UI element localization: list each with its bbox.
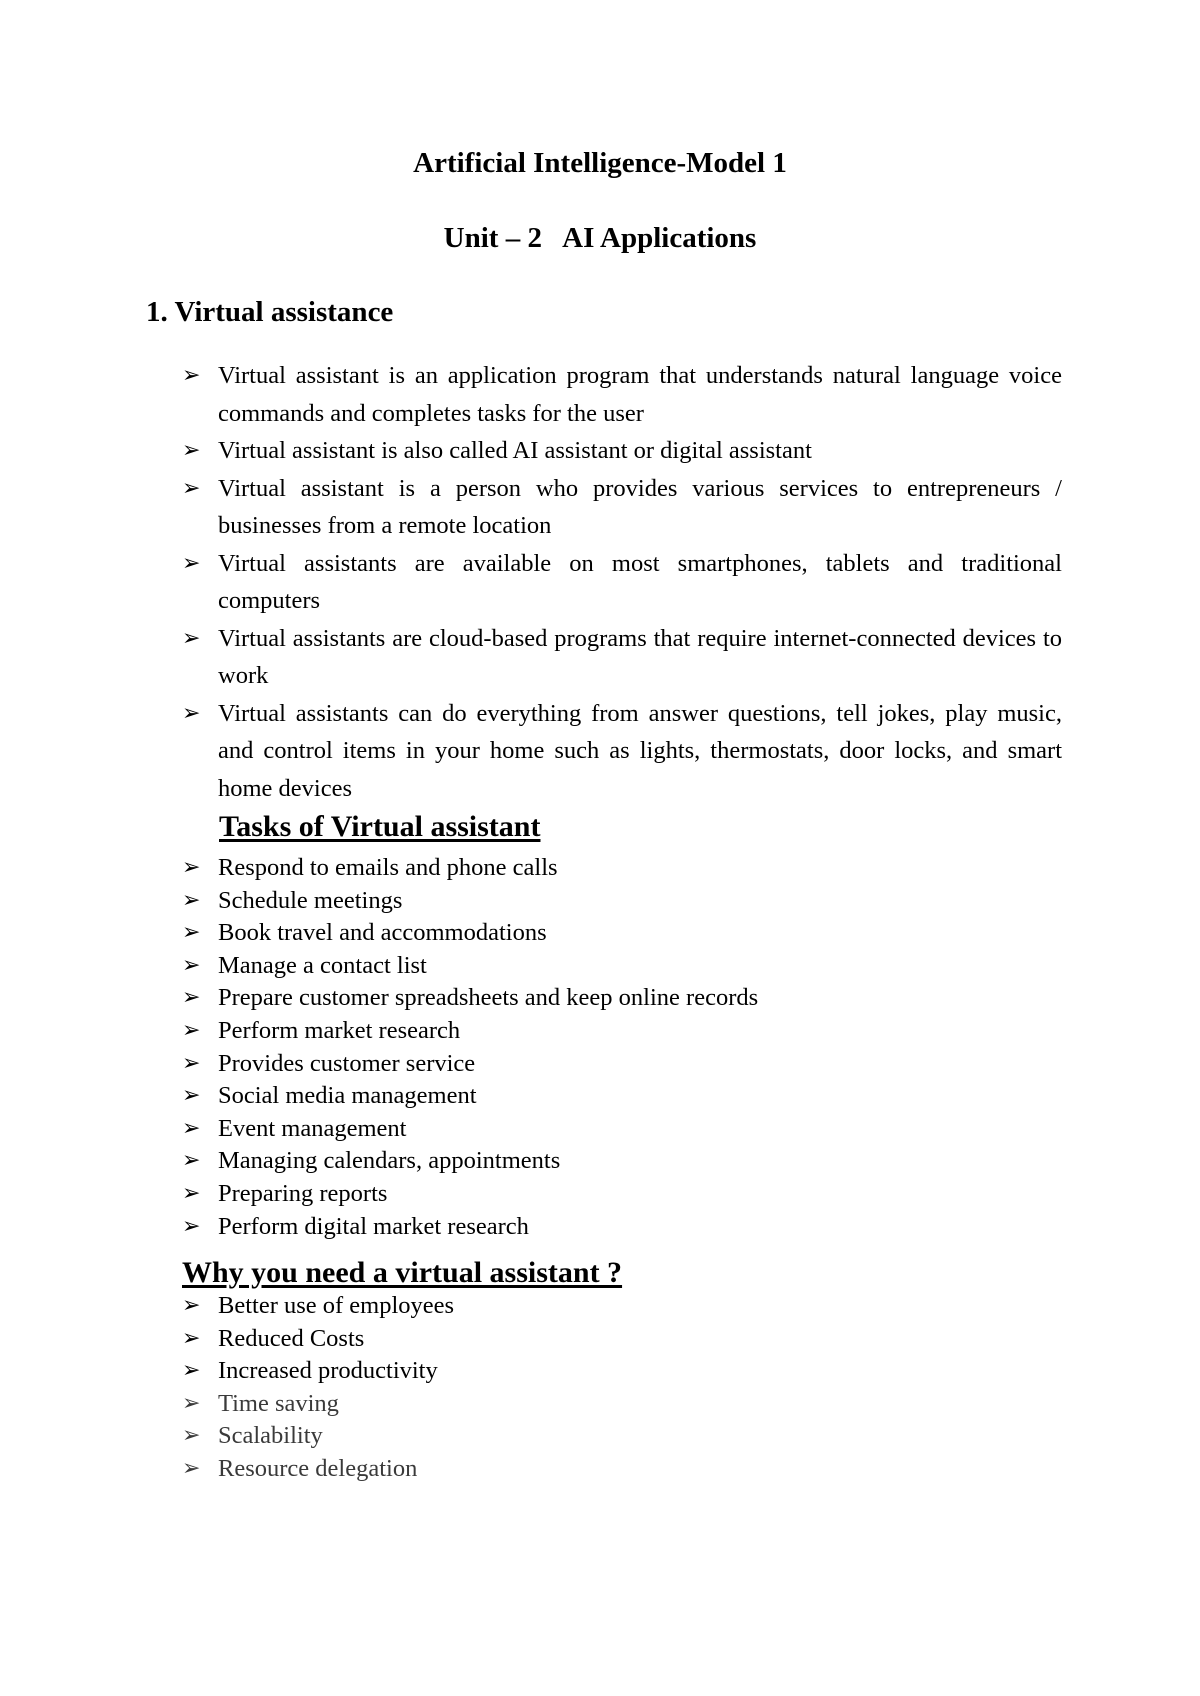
list-item: ➢ Event management <box>182 1113 1062 1146</box>
arrow-bullet-icon: ➢ <box>182 1325 201 1351</box>
list-item: ➢ Virtual assistants are available on most smartphones, tablets and traditional computers <box>182 545 1062 620</box>
list-item: ➢ Resource delegation <box>182 1453 1062 1486</box>
arrow-bullet-icon: ➢ <box>182 1180 201 1206</box>
document-title: Artificial Intelligence-Model 1 <box>413 147 787 179</box>
unit-title: AI Applications <box>562 222 757 254</box>
list-item: ➢ Respond to emails and phone calls <box>182 852 1062 885</box>
list-item: ➢ Virtual assistant is also called AI assistant or digital assistant <box>182 432 1062 470</box>
list-item: ➢ Virtual assistant is an application program that understands natural language voice commands and completes tasks for the user <box>182 357 1062 432</box>
list-item: ➢ Manage a contact list <box>182 950 1062 983</box>
list-item: ➢ Provides customer service <box>182 1048 1062 1081</box>
arrow-bullet-icon: ➢ <box>182 363 201 388</box>
arrow-bullet-icon: ➢ <box>182 920 201 946</box>
arrow-bullet-icon: ➢ <box>182 952 201 978</box>
arrow-bullet-icon: ➢ <box>182 1050 201 1076</box>
list-item: ➢ Virtual assistants are cloud-based programs that require internet-connected devices to work <box>182 620 1062 695</box>
list-item: ➢ Book travel and accommodations <box>182 917 1062 950</box>
arrow-bullet-icon: ➢ <box>182 887 201 913</box>
list-item: ➢ Virtual assistant is a person who provides various services to entrepreneurs / businesses from a remote location <box>182 470 1062 545</box>
list-item: ➢ Virtual assistants can do everything from answer questions, tell jokes, play music, and control items in your home such as lights, thermostats, door locks, and smart home devices <box>182 695 1062 808</box>
arrow-bullet-icon: ➢ <box>182 985 201 1011</box>
list-item: ➢ Schedule meetings <box>182 885 1062 918</box>
unit-label: Unit – 2 <box>443 222 542 254</box>
arrow-bullet-icon: ➢ <box>182 1115 201 1141</box>
list-item: ➢ Social media management <box>182 1080 1062 1113</box>
arrow-bullet-icon: ➢ <box>182 550 201 576</box>
list-item: ➢ Preparing reports <box>182 1178 1062 1211</box>
list-item: ➢ Time saving <box>182 1388 1062 1421</box>
arrow-bullet-icon: ➢ <box>182 700 201 726</box>
arrow-bullet-icon: ➢ <box>182 1455 201 1481</box>
arrow-bullet-icon: ➢ <box>182 855 201 880</box>
why-heading: Why you need a virtual assistant ? <box>182 1256 623 1289</box>
list-item: ➢ Reduced Costs <box>182 1323 1062 1356</box>
list-item: ➢ Perform market research <box>182 1015 1062 1048</box>
tasks-list <box>182 852 1062 1243</box>
list-item: ➢ Prepare customer spreadsheets and keep online records <box>182 982 1062 1015</box>
list-item: ➢ Better use of employees <box>182 1290 1062 1323</box>
arrow-bullet-icon: ➢ <box>182 1213 201 1239</box>
list-item: ➢ Perform digital market research <box>182 1211 1062 1244</box>
arrow-bullet-icon: ➢ <box>182 625 201 651</box>
arrow-bullet-icon: ➢ <box>182 1293 201 1318</box>
arrow-bullet-icon: ➢ <box>182 475 201 501</box>
arrow-bullet-icon: ➢ <box>182 1423 201 1449</box>
arrow-bullet-icon: ➢ <box>182 1017 201 1043</box>
list-item: ➢ Increased productivity <box>182 1355 1062 1388</box>
intro-list <box>182 357 1062 807</box>
why-list <box>182 1290 1062 1486</box>
arrow-bullet-icon: ➢ <box>182 1390 201 1416</box>
arrow-bullet-icon: ➢ <box>182 1083 201 1109</box>
arrow-bullet-icon: ➢ <box>182 1148 201 1174</box>
unit-heading <box>0 222 1200 255</box>
tasks-heading: Tasks of Virtual assistant <box>219 810 541 843</box>
arrow-bullet-icon: ➢ <box>182 1358 201 1384</box>
arrow-bullet-icon: ➢ <box>182 438 201 463</box>
list-item: ➢ Scalability <box>182 1420 1062 1453</box>
section-heading: 1. Virtual assistance <box>146 296 394 328</box>
list-item: ➢ Managing calendars, appointments <box>182 1145 1062 1178</box>
